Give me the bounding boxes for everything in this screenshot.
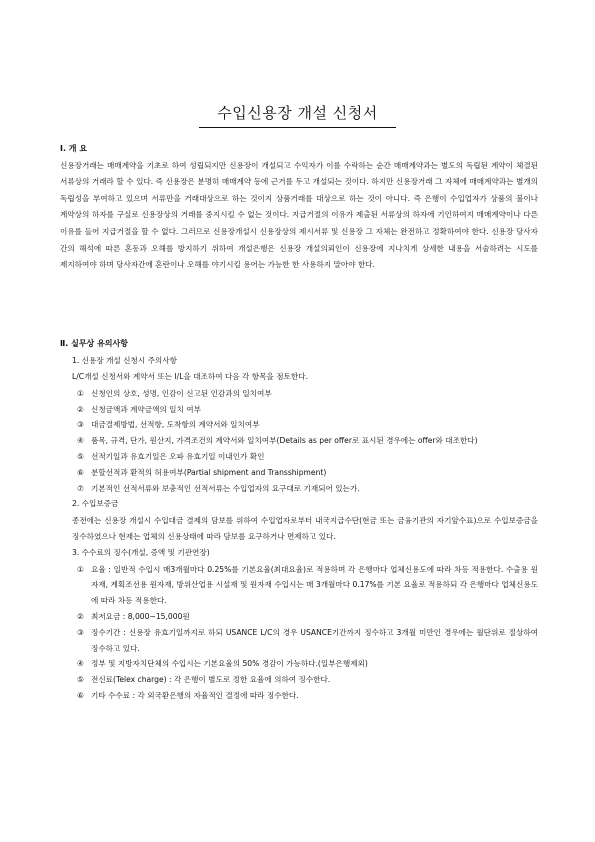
- list-item: ③ 대금결제방법, 선적항, 도착항의 계약서와 일치여부: [77, 420, 260, 430]
- list-item: ④ 정부 및 지방자치단체의 수입시는 기본요율의 50% 경감이 가능하다.(일부은행제외): [77, 659, 368, 669]
- list-item: ① 신청인의 상호, 성명, 인감이 신고된 인감과의 일치여부: [77, 388, 272, 398]
- application-intro: L/C개설 신청서와 계약서 또는 I/L을 대조하여 다음 각 항목을 점토한다.: [72, 372, 308, 382]
- list-item: ④ 품목, 규격, 단가, 원산지, 가격조건의 계약서와 일치여부(Details as per offer로 표시된 경우에는 offer와 대조한다): [77, 436, 478, 446]
- list-item: ② 신청금액과 계약금액의 일치 여부: [77, 404, 201, 414]
- subsection-heading-application: 1. 신용장 개설 신청시 주의사항: [72, 355, 177, 365]
- deposit-paragraph: 종전에는 신용장 개설시 수입대금 결제의 담보를 위하여 수입업자로부터 내국지급수단(현금 또는 금융기관의 자기앞수표)으로 수입보증금을 징수하였으나 현재는 업체의 신용상태에 따라 담보를 요구하거나 면제하고 있다.: [72, 515, 538, 541]
- fees-list: [60, 562, 538, 704]
- list-item: ① 요율 : 일반적 수입시 매3개월마다 0.25%를 기본요율(최대요율)로 적용하며 각 은행마다 업체신용도에 따라 차등 적용한다. 수출용 원자재, 계획조선용 원자재, 방위산업용 시설재 및 원자재 수입시는 매 3개월마다 0.17%를 기본 요율로 적용하되 각 은행마다 업체신용도에 따라 차등 적용한다.: [77, 564, 538, 606]
- section-overview: [60, 141, 538, 274]
- section-heading-overview: Ⅰ. 개 요: [60, 144, 88, 153]
- list-item: ③ 징수기간 : 신용장 유효기일까지로 하되 USANCE L/C의 경우 USANCE기간까지 징수하고 3개월 미만인 경우에는 월단위로 절상하여 징수하고 있다.: [77, 627, 538, 653]
- subsection-heading-fees: 3. 수수료의 징수(개설, 증액 및 기관연장): [72, 547, 210, 557]
- list-item: ⑤ 선적기일과 유효기일은 오파 유효기일 이내인가 확인: [77, 451, 265, 461]
- section-heading-practical-notes: Ⅱ. 실무상 유의사항: [60, 339, 128, 348]
- list-item: ② 최저요금 : 8,000~15,000원: [77, 611, 190, 621]
- section-practical-notes: [60, 336, 538, 704]
- overview-paragraph: 신용장거래는 매매계약을 기초로 하여 성립되지만 신용장이 개설되고 수익자가 이를 수락하는 순간 매매계약과는 별도의 독립된 계약이 체결된 서류상의 거래라 할 수 있다. 즉 신용장은 분명히 매매계약 등에 근거를 두고 개설되는 것이다. 하지만 신용장거래 그 자체에 매매계약과는 별개의 독립성을 부여하고 있으며 서류만을 거래대상으로 하는 것이지 상품거래를 대상으로 하는 것이 아니다. 즉 은행이 수입업자가 상품의 불이나 계약상의 하자를 구실로 신용장상의 거래를 중지시킬 수 없는 것이다. 지급거절의 이유가 제출된 서류상의 하자에 기인하여지 매매계약이나 다른 이유를 들어 지급거절을 할 수 없다. 그러므로 신용장개설시 신용장상의 제시서류 및 신용장 그 자체는 완전하고 정확하여야 한다. 신용장 당사자 간의 해석에 따른 혼동과 오해를 방지하기 위하여 개설은행은 신용장 개설의뢰인이 신용장에 지나치게 상세한 내용을 서술하려는 시도를 제지하여야 하며 당사자간에 혼란이나 오해를 야기시킬 용어는 가능한 한 사용하지 말아야 한다.: [60, 160, 538, 270]
- document-title-block: [0, 102, 595, 128]
- application-checklist: [60, 386, 538, 497]
- document-title: 수입신용장 개설 신청서: [199, 102, 395, 128]
- list-item: ⑦ 기본적인 선적서류와 보충적인 선적서류는 수입업자의 요구대로 기재되어 있는가.: [77, 483, 360, 493]
- list-item: ⑥ 기타 수수료 : 각 외국환은행의 자율적인 결정에 따라 징수한다.: [77, 690, 299, 700]
- list-item: ⑥ 분할선적과 환적의 허용여부(Partial shipment and Transshipment): [77, 467, 327, 477]
- list-item: ⑤ 전신료(Telex charge) : 각 은행이 별도로 정한 요율에 의하여 징수한다.: [77, 675, 331, 685]
- subsection-heading-deposit: 2. 수입보증금: [72, 499, 119, 509]
